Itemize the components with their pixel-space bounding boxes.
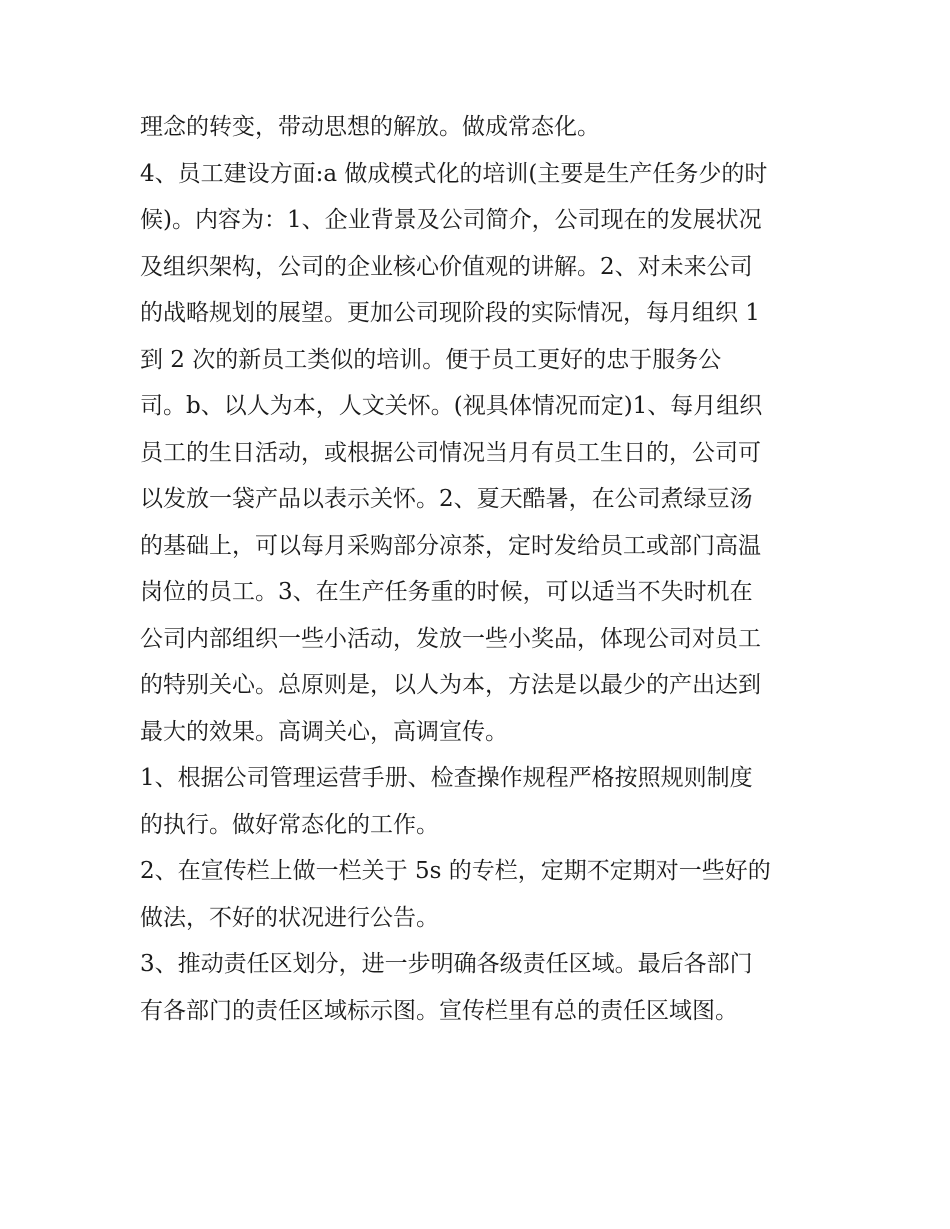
text-line-7: 司。b、以人为本，人文关怀。(视具体情况而定)1、每月组织: [140, 393, 763, 419]
text-line-13: 的特别关心。总原则是，以人为本，方法是以最少的产出达到: [140, 672, 761, 698]
text-line-12: 公司内部组织一些小活动，发放一些小奖品，体现公司对员工: [140, 625, 761, 652]
text-line-15: 1、根据公司管理运营手册、检查操作规程严格按照规则制度: [140, 765, 753, 791]
text-line-4: 及组织架构，公司的企业核心价值观的讲解。2、对未来公司: [140, 253, 753, 280]
text-line-18: 做法，不好的状况进行公告。: [140, 904, 439, 931]
text-line-8: 员工的生日活动，或根据公司情况当月有员工生日的，公司可: [140, 439, 761, 466]
document-body: [140, 104, 820, 1034]
text-line-11: 岗位的员工。3、在生产任务重的时候，可以适当不失时机在: [140, 579, 753, 605]
text-line-16: 的执行。做好常态化的工作。: [140, 811, 439, 838]
text-line-6: 到 2 次的新员工类似的培训。便于员工更好的忠于服务公: [140, 346, 722, 373]
text-line-1: 理念的转变，带动思想的解放。做成常态化。: [140, 114, 600, 140]
text-line-14: 最大的效果。高调关心，高调宣传。: [140, 718, 508, 745]
text-line-20: 有各部门的责任区域标示图。宣传栏里有总的责任区域图。: [140, 997, 738, 1024]
text-line-2: 4、员工建设方面:a 做成模式化的培训(主要是生产任务少的时: [140, 160, 768, 187]
text-line-10: 的基础上，可以每月采购部分凉茶，定时发给员工或部门高温: [140, 532, 761, 559]
text-line-3: 候)。内容为：1、企业背景及公司简介，公司现在的发展状况: [140, 207, 762, 233]
text-line-19: 3、推动责任区划分，进一步明确各级责任区域。最后各部门: [140, 951, 753, 977]
text-line-17: 2、在宣传栏上做一栏关于 5s 的专栏，定期不定期对一些好的: [140, 858, 771, 884]
text-line-9: 以发放一袋产品以表示关怀。2、夏天酷暑，在公司煮绿豆汤: [140, 486, 753, 512]
text-line-5: 的战略规划的展望。更加公司现阶段的实际情况，每月组织 1: [140, 300, 760, 326]
